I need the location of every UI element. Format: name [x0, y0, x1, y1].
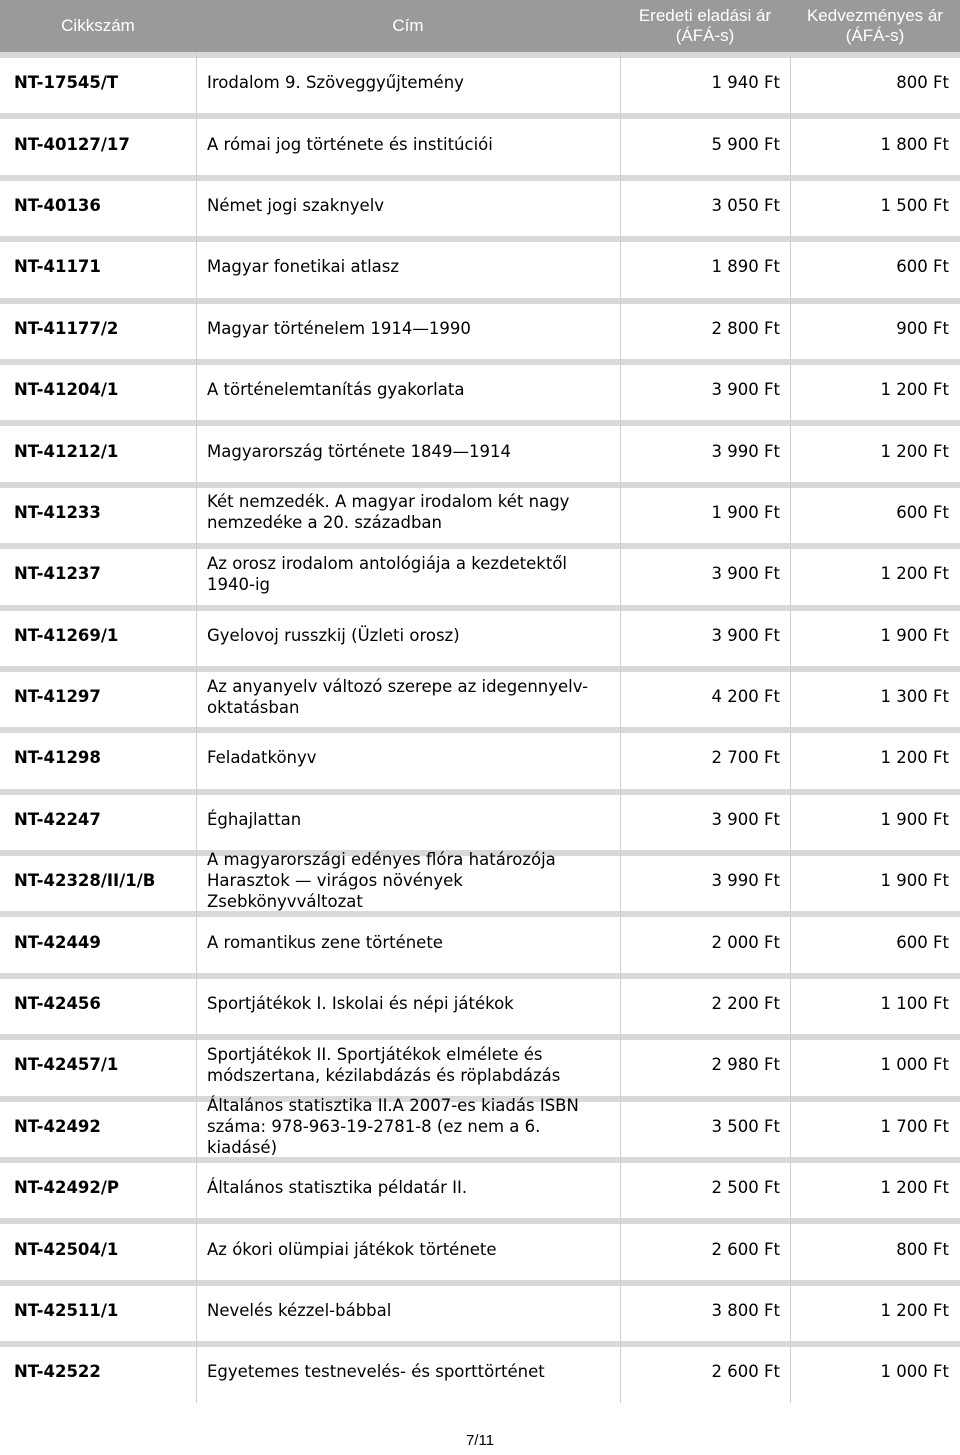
- header-original-price: Eredeti eladási ár (ÁFÁ-s): [638, 6, 772, 45]
- discount-price: [790, 605, 949, 666]
- item-title: [207, 420, 612, 481]
- item-title: [207, 175, 612, 236]
- table-row: [0, 1034, 960, 1095]
- item-code: [14, 1280, 194, 1341]
- item-title-text: Magyarország története 1849—1914: [207, 441, 512, 461]
- item-title: [207, 973, 612, 1034]
- discount-price: [790, 789, 949, 850]
- original-price-text: 3 900 Ft: [711, 625, 780, 645]
- item-title: [207, 52, 612, 113]
- original-price: [620, 298, 780, 359]
- item-title: [207, 359, 612, 420]
- item-title-text: Két nemzedék. A magyar irodalom két nagy nemzedéke a 20. században: [207, 492, 570, 533]
- item-code: [14, 973, 194, 1034]
- item-code-text: NT-41177/2: [14, 318, 119, 338]
- column-divider: [196, 789, 197, 850]
- item-code-text: NT-42456: [14, 994, 101, 1014]
- table-row: [0, 1157, 960, 1218]
- original-price: [620, 1218, 780, 1279]
- item-title-text: A történelemtanítás gyakorlata: [207, 380, 465, 400]
- item-title: [207, 789, 612, 850]
- original-price-text: 3 900 Ft: [711, 380, 780, 400]
- original-price-text: 3 050 Ft: [711, 195, 780, 215]
- discount-price-text: 1 200 Ft: [880, 380, 949, 400]
- discount-price-text: 1 200 Ft: [880, 1178, 949, 1198]
- discount-price-text: 800 Ft: [896, 73, 949, 93]
- discount-price: [790, 911, 949, 972]
- item-title-text: Német jogi szaknyelv: [207, 195, 385, 215]
- table-row: [0, 298, 960, 359]
- table-row: [0, 1096, 960, 1157]
- item-title: [207, 911, 612, 972]
- item-title: [207, 727, 612, 788]
- discount-price: [790, 1096, 949, 1157]
- item-title-text: Általános statisztika II.A 2007-es kiadás ISBN száma: 978-963-19-2781-8 (ez nem a 6. kiadásé): [207, 1095, 579, 1157]
- item-title: [207, 1034, 612, 1095]
- discount-price-text: 1 900 Ft: [880, 625, 949, 645]
- item-title: [207, 1096, 612, 1157]
- item-title-text: Feladatkönyv: [207, 748, 317, 768]
- column-divider: [196, 850, 197, 911]
- discount-price-text: 600 Ft: [896, 257, 949, 277]
- column-divider: [196, 298, 197, 359]
- column-divider: [196, 911, 197, 972]
- item-code-text: NT-42492: [14, 1116, 101, 1136]
- discount-price: [790, 1034, 949, 1095]
- original-price: [620, 1280, 780, 1341]
- item-code: [14, 666, 194, 727]
- discount-price-text: 1 200 Ft: [880, 441, 949, 461]
- header-discount-price: Kedvezményes ár (ÁFÁ-s): [806, 6, 944, 45]
- table-row: [0, 789, 960, 850]
- item-code: [14, 298, 194, 359]
- discount-price-text: 1 100 Ft: [880, 994, 949, 1014]
- table-row: [0, 1218, 960, 1279]
- item-code: [14, 1218, 194, 1279]
- table-row: [0, 850, 960, 911]
- original-price-text: 2 000 Ft: [711, 932, 780, 952]
- item-title-text: Az anyanyelv változó szerepe az idegennyelv-oktatásban: [207, 676, 589, 717]
- header-code: Cikkszám: [61, 16, 135, 35]
- original-price: [620, 850, 780, 911]
- discount-price: [790, 543, 949, 604]
- table-row: [0, 113, 960, 174]
- item-code: [14, 359, 194, 420]
- item-title: [207, 543, 612, 604]
- original-price: [620, 175, 780, 236]
- column-divider: [196, 1096, 197, 1157]
- item-title-text: Egyetemes testnevelés- és sporttörténet: [207, 1362, 545, 1382]
- discount-price-text: 1 200 Ft: [880, 748, 949, 768]
- item-title-text: Magyar történelem 1914—1990: [207, 318, 471, 338]
- item-code: [14, 789, 194, 850]
- table-row: [0, 543, 960, 604]
- original-price-text: 2 600 Ft: [711, 1239, 780, 1259]
- column-divider: [196, 605, 197, 666]
- discount-price: [790, 973, 949, 1034]
- item-code-text: NT-41297: [14, 687, 101, 707]
- original-price-text: 3 900 Ft: [711, 809, 780, 829]
- table-row: [0, 1341, 960, 1402]
- item-title: [207, 605, 612, 666]
- item-code-text: NT-42449: [14, 932, 101, 952]
- discount-price: [790, 175, 949, 236]
- original-price-text: 2 600 Ft: [711, 1362, 780, 1382]
- item-code-text: NT-42522: [14, 1362, 101, 1382]
- item-code-text: NT-42504/1: [14, 1239, 119, 1259]
- column-divider: [196, 52, 197, 113]
- original-price: [620, 1341, 780, 1402]
- item-code: [14, 52, 194, 113]
- item-title-text: Sportjátékok II. Sportjátékok elmélete és módszertana, kézilabdázás és röplabdázás: [207, 1044, 561, 1085]
- original-price: [620, 482, 780, 543]
- item-code-text: NT-41269/1: [14, 625, 119, 645]
- original-price: [620, 113, 780, 174]
- column-divider: [196, 236, 197, 297]
- item-code-text: NT-42328/II/1/B: [14, 871, 156, 891]
- discount-price-text: 800 Ft: [896, 1239, 949, 1259]
- original-price: [620, 1034, 780, 1095]
- original-price-text: 2 500 Ft: [711, 1178, 780, 1198]
- original-price-text: 3 800 Ft: [711, 1301, 780, 1320]
- original-price: [620, 1096, 780, 1157]
- item-code: [14, 1341, 194, 1402]
- item-title: [207, 298, 612, 359]
- item-title-text: Általános statisztika példatár II.: [207, 1178, 468, 1198]
- original-price: [620, 420, 780, 481]
- column-divider: [196, 420, 197, 481]
- column-divider: [196, 1157, 197, 1218]
- discount-price-text: 600 Ft: [896, 502, 949, 522]
- discount-price-text: 1 200 Ft: [880, 1301, 949, 1320]
- discount-price-text: 1 500 Ft: [880, 195, 949, 215]
- discount-price: [790, 850, 949, 911]
- item-code-text: NT-40127/17: [14, 134, 130, 154]
- original-price-text: 3 990 Ft: [711, 871, 780, 891]
- item-code: [14, 482, 194, 543]
- discount-price-text: 900 Ft: [896, 318, 949, 338]
- item-code: [14, 420, 194, 481]
- item-title: [207, 1218, 612, 1279]
- discount-price: [790, 236, 949, 297]
- original-price: [620, 543, 780, 604]
- item-code: [14, 236, 194, 297]
- item-code-text: NT-41237: [14, 564, 101, 584]
- discount-price-text: 1 000 Ft: [880, 1362, 949, 1382]
- table-header: [0, 0, 960, 52]
- item-title: [207, 850, 612, 911]
- original-price-text: 2 200 Ft: [711, 994, 780, 1014]
- item-code: [14, 175, 194, 236]
- item-title: [207, 113, 612, 174]
- original-price: [620, 1157, 780, 1218]
- column-divider: [196, 1341, 197, 1402]
- discount-price: [790, 420, 949, 481]
- page-number: 7/11: [465, 1432, 495, 1449]
- discount-price-text: 1 800 Ft: [880, 134, 949, 154]
- column-divider: [196, 1034, 197, 1095]
- column-divider: [196, 666, 197, 727]
- item-title-text: Magyar fonetikai atlasz: [207, 257, 400, 277]
- discount-price-text: 600 Ft: [896, 932, 949, 952]
- column-divider: [196, 482, 197, 543]
- original-price: [620, 666, 780, 727]
- discount-price: [790, 359, 949, 420]
- original-price: [620, 911, 780, 972]
- table-row: [0, 1280, 960, 1341]
- item-code-text: NT-17545/T: [14, 73, 119, 93]
- table-row: [0, 359, 960, 420]
- original-price-text: 2 700 Ft: [711, 748, 780, 768]
- item-title-text: Az orosz irodalom antológiája a kezdetektől 1940-ig: [207, 553, 567, 594]
- column-divider: [196, 543, 197, 604]
- table-row: [0, 175, 960, 236]
- discount-price: [790, 1157, 949, 1218]
- discount-price-text: 1 900 Ft: [880, 871, 949, 891]
- item-code-text: NT-42492/P: [14, 1178, 120, 1198]
- discount-price: [790, 298, 949, 359]
- item-title: [207, 666, 612, 727]
- column-divider: [196, 359, 197, 420]
- item-title-text: Irodalom 9. Szöveggyűjtemény: [207, 73, 464, 93]
- discount-price-text: 1 900 Ft: [880, 809, 949, 829]
- table-row: [0, 236, 960, 297]
- discount-price-text: 1 300 Ft: [880, 687, 949, 707]
- original-price-text: 4 200 Ft: [711, 687, 780, 707]
- original-price-text: 5 900 Ft: [711, 134, 780, 154]
- item-code-text: NT-41212/1: [14, 441, 119, 461]
- original-price-text: 2 980 Ft: [711, 1055, 780, 1075]
- item-title-text: Éghajlattan: [207, 809, 302, 829]
- discount-price: [790, 482, 949, 543]
- original-price: [620, 727, 780, 788]
- item-code-text: NT-41298: [14, 748, 101, 768]
- item-title: [207, 1341, 612, 1402]
- table-row: [0, 973, 960, 1034]
- discount-price-text: 1 000 Ft: [880, 1055, 949, 1075]
- column-divider: [196, 113, 197, 174]
- original-price-text: 1 940 Ft: [711, 73, 780, 93]
- table-row: [0, 482, 960, 543]
- discount-price: [790, 113, 949, 174]
- table-row: [0, 420, 960, 481]
- discount-price-text: 1 200 Ft: [880, 564, 949, 584]
- original-price-text: 3 900 Ft: [711, 564, 780, 584]
- table-row: [0, 52, 960, 113]
- discount-price: [790, 1218, 949, 1279]
- column-divider: [196, 973, 197, 1034]
- item-code: [14, 1096, 194, 1157]
- table-row: [0, 727, 960, 788]
- item-code-text: NT-40136: [14, 195, 101, 215]
- original-price: [620, 973, 780, 1034]
- item-code: [14, 850, 194, 911]
- column-divider: [196, 727, 197, 788]
- item-code: [14, 1157, 194, 1218]
- header-title: Cím: [392, 16, 424, 35]
- original-price: [620, 52, 780, 113]
- table-row: [0, 666, 960, 727]
- item-code-text: NT-41204/1: [14, 380, 119, 400]
- item-code-text: NT-42457/1: [14, 1055, 119, 1075]
- discount-price: [790, 1280, 949, 1341]
- discount-price: [790, 727, 949, 788]
- table-row: [0, 605, 960, 666]
- item-title-text: Gyelovoj russzkij (Üzleti orosz): [207, 625, 460, 645]
- item-title-text: A római jog története és institúciói: [207, 134, 493, 154]
- price-table: [0, 52, 960, 1403]
- item-title-text: Nevelés kézzel-bábbal: [207, 1301, 392, 1320]
- item-title-text: A magyarországi edényes flóra határozója Harasztok — virágos növények Zsebkönyvváltozat: [207, 850, 556, 912]
- item-code-text: NT-42511/1: [14, 1301, 119, 1320]
- discount-price: [790, 52, 949, 113]
- item-code: [14, 113, 194, 174]
- item-code: [14, 1034, 194, 1095]
- original-price-text: 3 990 Ft: [711, 441, 780, 461]
- discount-price-text: 1 700 Ft: [880, 1116, 949, 1136]
- item-title-text: Az ókori olümpiai játékok története: [207, 1239, 497, 1259]
- original-price: [620, 789, 780, 850]
- item-title: [207, 1157, 612, 1218]
- item-title-text: A romantikus zene története: [207, 932, 443, 952]
- item-code: [14, 543, 194, 604]
- item-code-text: NT-41233: [14, 502, 101, 522]
- item-code: [14, 605, 194, 666]
- item-code-text: NT-41171: [14, 257, 101, 277]
- original-price-text: 1 890 Ft: [711, 257, 780, 277]
- discount-price: [790, 666, 949, 727]
- discount-price: [790, 1341, 949, 1402]
- original-price: [620, 236, 780, 297]
- item-code-text: NT-42247: [14, 809, 101, 829]
- column-divider: [196, 175, 197, 236]
- column-divider: [196, 1218, 197, 1279]
- table-row: [0, 911, 960, 972]
- original-price-text: 2 800 Ft: [711, 318, 780, 338]
- item-code: [14, 727, 194, 788]
- original-price: [620, 605, 780, 666]
- original-price-text: 3 500 Ft: [711, 1116, 780, 1136]
- item-title: [207, 482, 612, 543]
- item-title: [207, 236, 612, 297]
- item-code: [14, 911, 194, 972]
- original-price-text: 1 900 Ft: [711, 502, 780, 522]
- original-price: [620, 359, 780, 420]
- item-title-text: Sportjátékok I. Iskolai és népi játékok: [207, 994, 514, 1014]
- item-title: [207, 1280, 612, 1341]
- column-divider: [196, 1280, 197, 1341]
